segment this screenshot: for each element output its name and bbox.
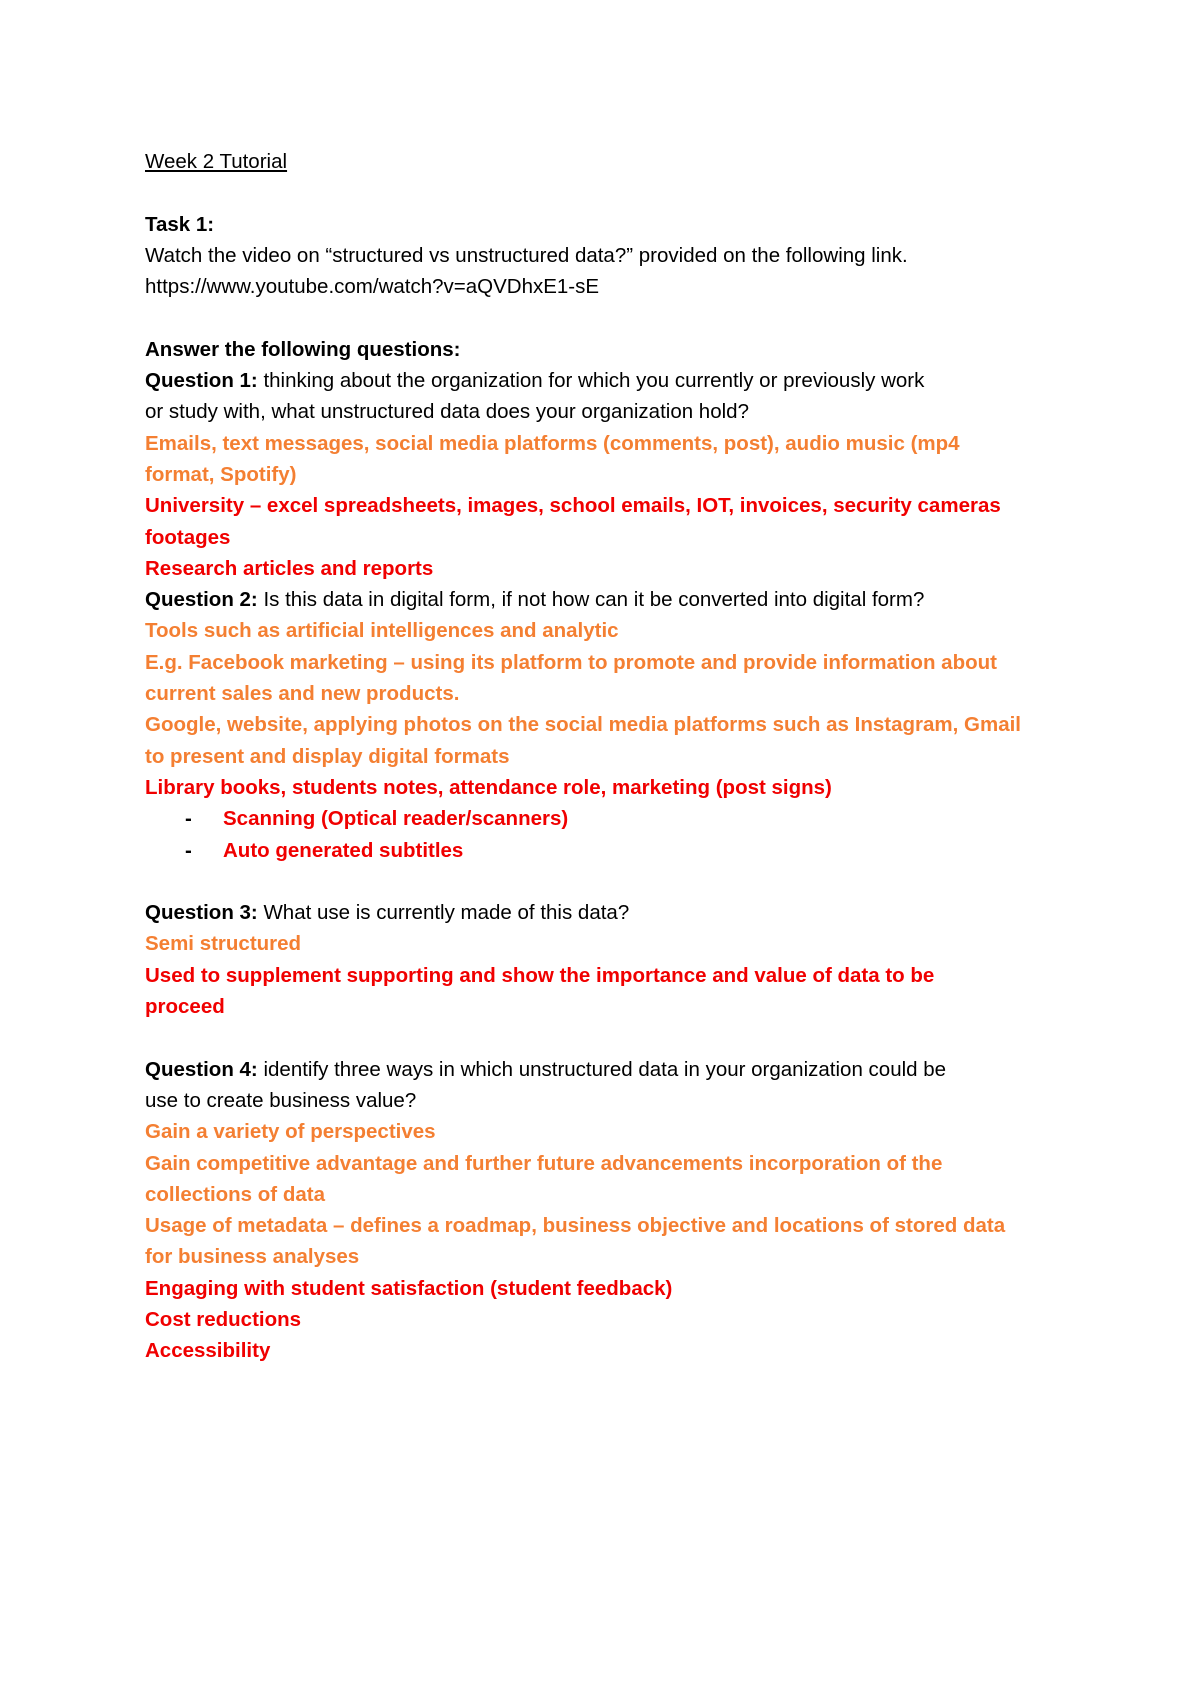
- q4-answer-red-3: Accessibility: [145, 1339, 271, 1363]
- q3-answer-red-1: Used to supplement supporting and show the importance and value of data to be: [145, 963, 935, 987]
- q2-answer-orange-5: to present and display digital formats: [145, 744, 510, 768]
- q4-answer-red-1: Engaging with student satisfaction (student feedback): [145, 1276, 673, 1300]
- q2-answer-orange-3: current sales and new products.: [145, 682, 460, 706]
- spacer: [145, 302, 1065, 333]
- question-3: [145, 897, 1065, 928]
- q2-answer-orange-2: E.g. Facebook marketing – using its platform to promote and provide information about: [145, 650, 997, 674]
- question-4-label: Question 4:: [145, 1057, 258, 1081]
- bullet-text: Scanning (Optical reader/scanners): [223, 807, 569, 831]
- q1-answer-red-3: Research articles and reports: [145, 556, 434, 580]
- answer-heading: Answer the following questions:: [145, 337, 461, 361]
- q2-answer-orange-4: Google, website, applying photos on the social media platforms such as Instagram, Gmail: [145, 713, 1021, 737]
- q4-answer-orange-1: Gain a variety of perspectives: [145, 1120, 436, 1144]
- q1-answer-orange-2: format, Spotify): [145, 462, 297, 486]
- question-3-text: What use is currently made of this data?: [257, 901, 630, 925]
- spacer: [145, 1022, 1065, 1053]
- question-1-text-cont: or study with, what unstructured data does your organization hold?: [145, 400, 749, 424]
- question-1-label: Question 1:: [145, 369, 258, 393]
- q2-answer-orange-1: Tools such as artificial intelligences and analytic: [145, 619, 619, 643]
- q2-bullet-2: [145, 835, 1065, 866]
- q4-answer-orange-5: for business analyses: [145, 1245, 360, 1269]
- spacer: [145, 866, 1065, 897]
- q2-answer-red: Library books, students notes, attendance role, marketing (post signs): [145, 775, 832, 799]
- question-2-label: Question 2:: [145, 588, 258, 612]
- question-4-text-cont: use to create business value?: [145, 1088, 417, 1112]
- question-2-text: Is this data in digital form, if not how can it be converted into digital form?: [257, 588, 925, 612]
- question-1-text: thinking about the organization for which you currently or previously work: [257, 369, 925, 393]
- question-1: [145, 365, 1065, 396]
- question-3-label: Question 3:: [145, 901, 258, 925]
- spacer: [145, 177, 1065, 208]
- bullet-dash: -: [185, 838, 192, 862]
- q4-answer-orange-3: collections of data: [145, 1182, 325, 1206]
- question-2: [145, 584, 1065, 615]
- q4-answer-red-2: Cost reductions: [145, 1307, 302, 1331]
- q3-answer-red-2: proceed: [145, 995, 225, 1019]
- video-link[interactable]: https://www.youtube.com/watch?v=aQVDhxE1-sE: [145, 275, 600, 299]
- q3-answer-orange: Semi structured: [145, 932, 302, 956]
- q2-bullet-1: [145, 803, 1065, 834]
- q1-answer-red-1: University – excel spreadsheets, images, school emails, IOT, invoices, security cameras: [145, 494, 1001, 518]
- task1-heading: Task 1:: [145, 212, 215, 236]
- q1-answer-orange-1: Emails, text messages, social media platforms (comments, post), audio music (mp4: [145, 431, 960, 455]
- bullet-dash: -: [185, 807, 192, 831]
- q4-answer-orange-2: Gain competitive advantage and further future advancements incorporation of the: [145, 1151, 943, 1175]
- document-body: [145, 146, 1065, 1367]
- question-4: [145, 1054, 1065, 1085]
- q4-answer-orange-4: Usage of metadata – defines a roadmap, business objective and locations of stored data: [145, 1214, 1006, 1238]
- bullet-text: Auto generated subtitles: [223, 838, 464, 862]
- page-title: Week 2 Tutorial: [145, 150, 288, 173]
- question-4-text: identify three ways in which unstructured data in your organization could be: [257, 1057, 947, 1081]
- q1-answer-red-2: footages: [145, 525, 231, 549]
- task1-instruction: Watch the video on “structured vs unstructured data?” provided on the following link.: [145, 243, 908, 267]
